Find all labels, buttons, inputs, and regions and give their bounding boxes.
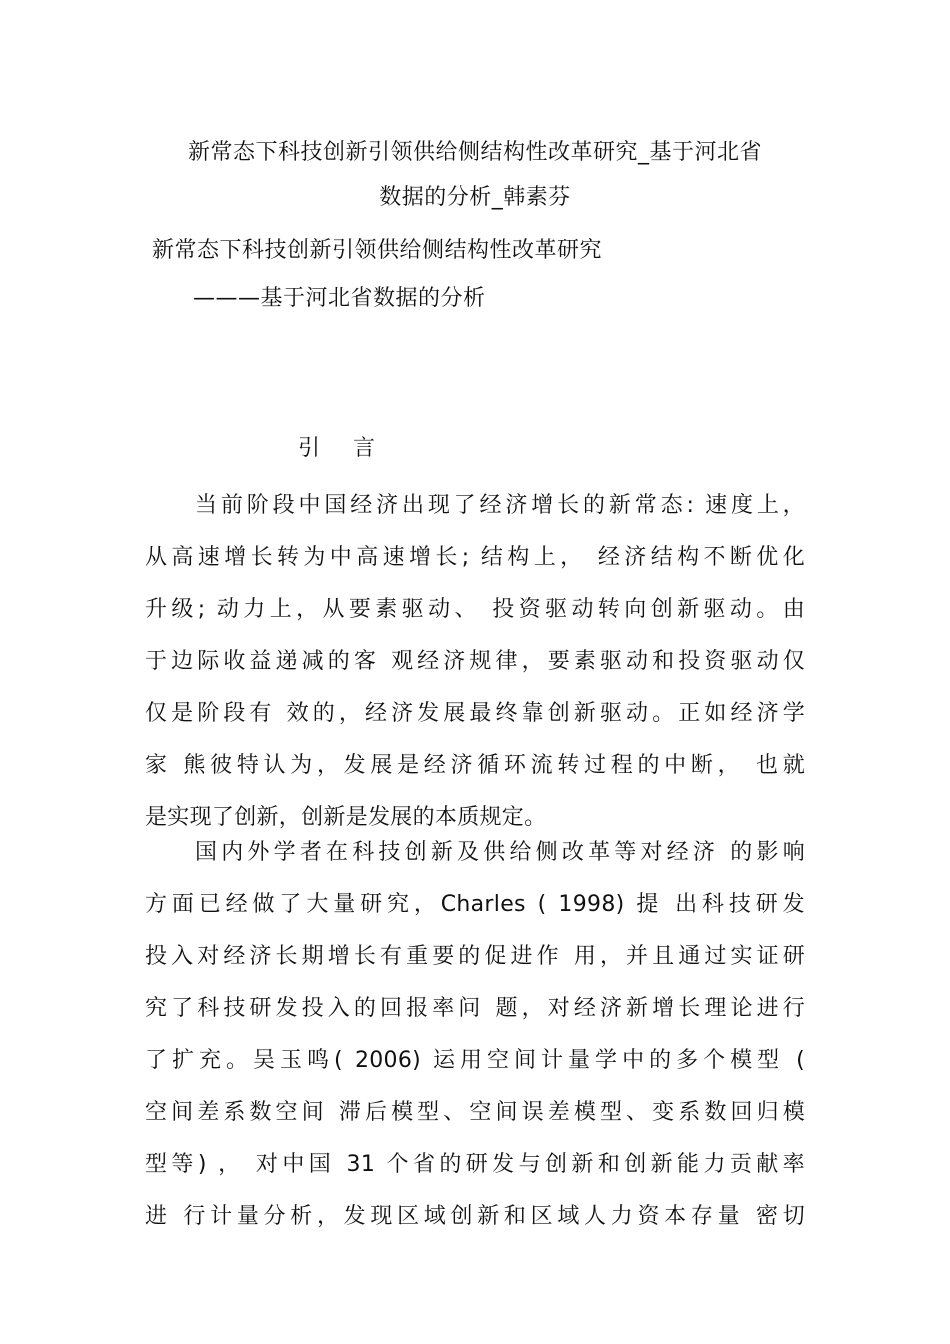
document-title-line-2: 数据的分析_韩素芬 — [379, 185, 571, 210]
paragraph-line: 空间差系数空间 滞后模型、空间误差模型、变系数回归模 — [145, 1100, 805, 1125]
paragraph-line: 究了科技研发投入的回报率问 题，对经济新增长理论进行 — [145, 996, 805, 1021]
paragraph-1 — [145, 480, 805, 844]
paragraph-line: 投入对经济长期增长有重要的促进作 用，并且通过实证研 — [145, 944, 805, 969]
paragraph-line: 国内外学者在科技创新及供给侧改革等对经济 的影响 — [195, 840, 805, 865]
document-title — [145, 130, 805, 220]
document-title-line-1: 新常态下科技创新引领供给侧结构性改革研究_基于河北省 — [187, 140, 762, 165]
paragraph-line: 升级; 动力上，从要素驱动、 投资驱动转向创新驱动。由 — [145, 597, 805, 622]
paragraph-line: 当前阶段中国经济出现了经济增长的新常态: 速度上， — [195, 493, 805, 518]
paragraph-2 — [145, 827, 805, 1243]
paragraph-line: 进 行计量分析，发现区域创新和区域人力资本存量 密切 — [145, 1204, 805, 1229]
paragraph-line: 家 熊彼特认为，发展是经济循环流转过程的中断， 也就 — [145, 753, 805, 778]
paragraph-line: 从高速增长转为中高速增长; 结构上， 经济结构不断优化 — [145, 545, 805, 570]
paragraph-line: 于边际收益递减的客 观经济规律，要素驱动和投资驱动仅 — [145, 649, 805, 674]
article-title: 新常态下科技创新引领供给侧结构性改革研究 — [152, 238, 603, 263]
paragraph-line: 了扩充。吴玉鸣( 2006) 运用空间计量学中的多个模型 ( — [145, 1048, 805, 1073]
paragraph-line: 型等) ， 对中国 31 个省的研发与创新和创新能力贡献率 — [145, 1152, 805, 1177]
paragraph-line: 是实现了创新，创新是发展的本质规定。 — [145, 805, 547, 830]
article-subtitle: ———基于河北省数据的分析 — [193, 286, 486, 311]
paragraph-line: 仅是阶段有 效的，经济发展最终靠创新驱动。正如经济学 — [145, 701, 805, 726]
section-heading-introduction: 引 言 — [298, 436, 388, 461]
paragraph-line: 方面已经做了大量研究，Charles ( 1998) 提 出科技研发 — [145, 892, 805, 917]
